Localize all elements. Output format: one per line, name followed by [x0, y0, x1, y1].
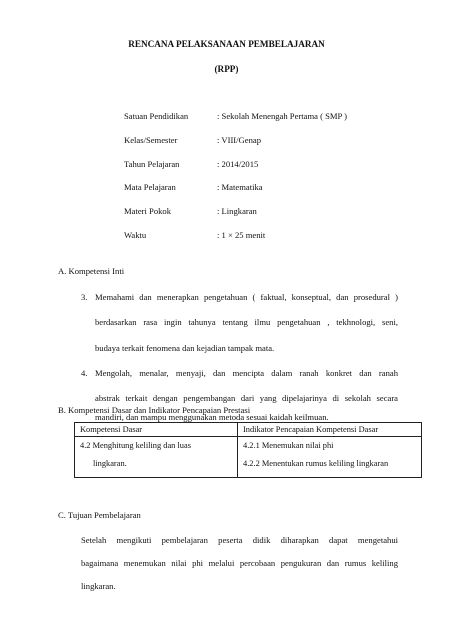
identity-value: : Lingkaran: [217, 206, 257, 216]
identity-label: Satuan Pendidikan: [124, 111, 189, 121]
list-number: 4.: [81, 368, 88, 378]
identity-value: : 2014/2015: [217, 159, 259, 169]
table-row: [75, 437, 422, 478]
kd-line: 4.2 Menghitung keliling dan luas: [80, 441, 191, 450]
indicator-line: 4.2.2 Menentukan rumus keliling lingkaran: [243, 459, 389, 468]
section-a-heading: A. Kompetensi Inti: [58, 266, 125, 276]
kd-line: lingkaran.: [93, 459, 127, 468]
paragraph-line: budaya terkait fenomena dan kejadian tampak mata.: [95, 343, 275, 353]
table-header-cell: Indikator Pencapaian Kompetensi Dasar: [238, 423, 422, 437]
table-header-cell: Kompetensi Dasar: [75, 423, 238, 437]
paragraph-line: Memahami dan menerapkan pengetahuan ( faktual, konseptual, dan prosedural ): [95, 292, 398, 302]
list-number: 3.: [81, 292, 88, 302]
table-cell: [238, 437, 422, 478]
identity-label: Tahun Pelajaran: [124, 159, 180, 169]
identity-label: Waktu: [124, 230, 147, 240]
paragraph-line: berdasarkan rasa ingin tahunya tentang ilmu pengetahuan , tekhnologi, seni,: [95, 317, 398, 327]
paragraph-line: mandiri, dan mampu menggunakan metoda sesuai kaidah keilmuan.: [95, 412, 329, 422]
document-title: RENCANA PELAKSANAAN PEMBELAJARAN: [128, 39, 325, 49]
identity-value: : VIII/Genap: [217, 135, 261, 145]
document-subtitle: (RPP): [214, 64, 239, 74]
identity-value: : 1 × 25 menit: [217, 230, 266, 240]
paragraph-line: abstrak terkait dengan pengembangan dari yang dipelajarinya di sekolah secara: [95, 393, 398, 403]
identity-label: Kelas/Semester: [124, 135, 178, 145]
table-header-row: [75, 423, 422, 437]
paragraph-line: Setelah mengikuti pembelajaran peserta didik diharapkan dapat mengetahui: [81, 535, 398, 545]
paragraph-line: Mengolah, menalar, menyaji, dan mencipta dalam ranah konkret dan ranah: [95, 368, 398, 378]
identity-value: : Sekolah Menengah Pertama ( SMP ): [217, 111, 347, 121]
identity-label: Mata Pelajaran: [124, 182, 176, 192]
identity-label: Materi Pokok: [124, 206, 172, 216]
indicator-line: 4.2.1 Menemukan nilai phi: [243, 441, 334, 450]
paragraph-line: lingkaran.: [81, 581, 116, 591]
section-b-heading: B. Kompetensi Dasar dan Indikator Pencapaian Prestasi: [58, 405, 251, 415]
identity-value: : Matematika: [217, 182, 263, 192]
competency-table: [74, 422, 422, 478]
table-cell: [75, 437, 238, 478]
section-c-heading: C. Tujuan Pembelajaran: [58, 510, 141, 520]
paragraph-line: bagaimana menemukan nilai phi melalui percobaan pengukuran dan rumus keliling: [81, 558, 398, 568]
